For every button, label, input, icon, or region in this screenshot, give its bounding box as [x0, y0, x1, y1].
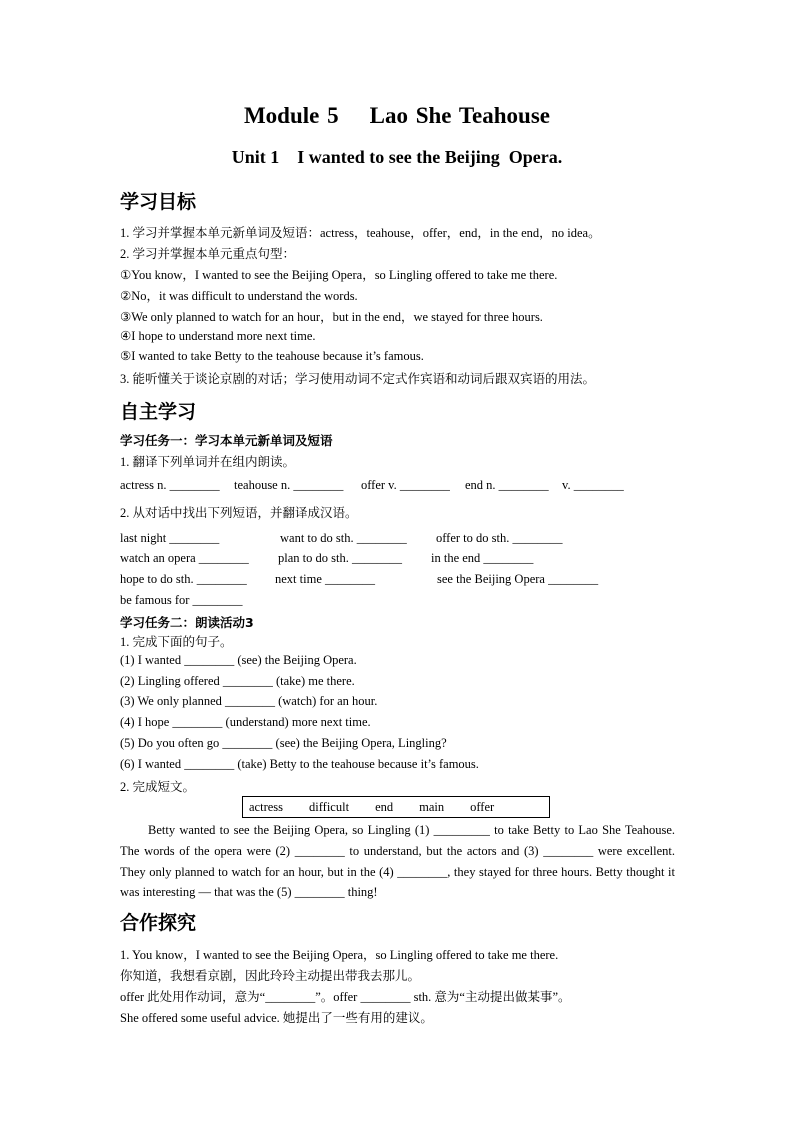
phrase-item: want to do sth. ________	[280, 531, 407, 545]
goal-line: ②No，it was difficult to understand the words.	[120, 289, 358, 303]
task2-step1: 1. 完成下面的句子。	[120, 635, 233, 649]
goal-line: 1. 学习并掌握本单元新单词及短语：actress，teahouse，offer，end，in the end，no idea。	[120, 226, 601, 240]
vocab-item: actress n. ________	[120, 478, 220, 492]
task1-step1: 1. 翻译下列单词并在组内朗读。	[120, 455, 296, 469]
explore-line: 1. You know，I wanted to see the Beijing Opera，so Lingling offered to take me there.	[120, 948, 559, 962]
phrase-item: be famous for ________	[120, 593, 243, 607]
goal-line: 3. 能听懂关于谈论京剧的对话；学习使用动词不定式作宾语和动词后跟双宾语的用法。	[120, 372, 596, 386]
goal-line: ③We only planned to watch for an hour，but in the end，we stayed for three hours.	[120, 310, 543, 324]
word-bank-box	[242, 796, 550, 818]
phrase-item: last night ________	[120, 531, 220, 545]
task2-title: 学习任务二：朗读活动3	[120, 615, 254, 630]
task2-step2: 2. 完成短文。	[120, 780, 196, 794]
phrase-item: watch an opera ________	[120, 551, 249, 565]
sentence-item: (1) I wanted ________ (see) the Beijing Opera.	[120, 653, 357, 667]
phrase-item: hope to do sth. ________	[120, 572, 247, 586]
goal-line: 2. 学习并掌握本单元重点句型：	[120, 247, 296, 261]
sentence-item: (6) I wanted ________ (take) Betty to the teahouse because it’s famous.	[120, 757, 479, 771]
vocab-item: offer v. ________	[361, 478, 450, 492]
vocab-item: teahouse n. ________	[234, 478, 344, 492]
phrase-item: offer to do sth. ________	[436, 531, 563, 545]
phrase-item: plan to do sth. ________	[278, 551, 402, 565]
sentence-item: (4) I hope ________ (understand) more next time.	[120, 715, 371, 729]
word-bank-item: main	[419, 799, 445, 814]
phrase-item: next time ________	[275, 572, 375, 586]
goal-line: ⑤I wanted to take Betty to the teahouse because it’s famous.	[120, 349, 424, 363]
cloze-passage: Betty wanted to see the Beijing Opera, so Lingling (1) _________ to take Betty to Lao She Teahouse. The words of the opera were (2) ________ to understand, but the actors and (3) ________ were excellent. They only planned to watch for an hour, but in the (4) ________, they stayed for three hours. Betty thought it was interesting — that was the (5) ________ thing!	[120, 823, 675, 900]
phrase-item: in the end ________	[431, 551, 534, 565]
word-bank-item: actress	[249, 799, 284, 814]
goals-heading: 学习目标	[120, 191, 197, 213]
sentence-item: (3) We only planned ________ (watch) for an hour.	[120, 694, 378, 708]
goal-line: ①You know，I wanted to see the Beijing Opera，so Lingling offered to take me there.	[120, 268, 558, 282]
sentence-item: (2) Lingling offered ________ (take) me there.	[120, 674, 355, 688]
vocab-item: v. ________	[562, 478, 624, 492]
unit-title: Unit 1 I wanted to see the Beijing Opera.	[231, 147, 563, 167]
vocab-item: end n. ________	[465, 478, 549, 492]
explore-line: She offered some useful advice. 她提出了一些有用的建议。	[120, 1011, 433, 1025]
phrase-item: see the Beijing Opera ________	[437, 572, 599, 586]
word-bank-item: offer	[470, 799, 495, 814]
explore-heading: 合作探究	[120, 912, 197, 934]
task1-step2: 2. 从对话中找出下列短语，并翻译成汉语。	[120, 506, 358, 520]
task1-title: 学习任务一：学习本单元新单词及短语	[120, 433, 333, 448]
explore-line: offer 此处用作动词，意为“________”。offer ________ sth. 意为“主动提出做某事”。	[120, 990, 571, 1004]
sentence-item: (5) Do you often go ________ (see) the Beijing Opera, Lingling?	[120, 736, 447, 750]
module-title: Module 5 Lao She Teahouse	[243, 103, 551, 128]
word-bank-item: end	[375, 799, 394, 814]
goal-line: ④I hope to understand more next time.	[120, 329, 316, 343]
self-study-heading: 自主学习	[120, 401, 197, 423]
word-bank-item: difficult	[309, 799, 350, 814]
explore-line: 你知道，我想看京剧，因此玲玲主动提出带我去那儿。	[120, 969, 421, 983]
